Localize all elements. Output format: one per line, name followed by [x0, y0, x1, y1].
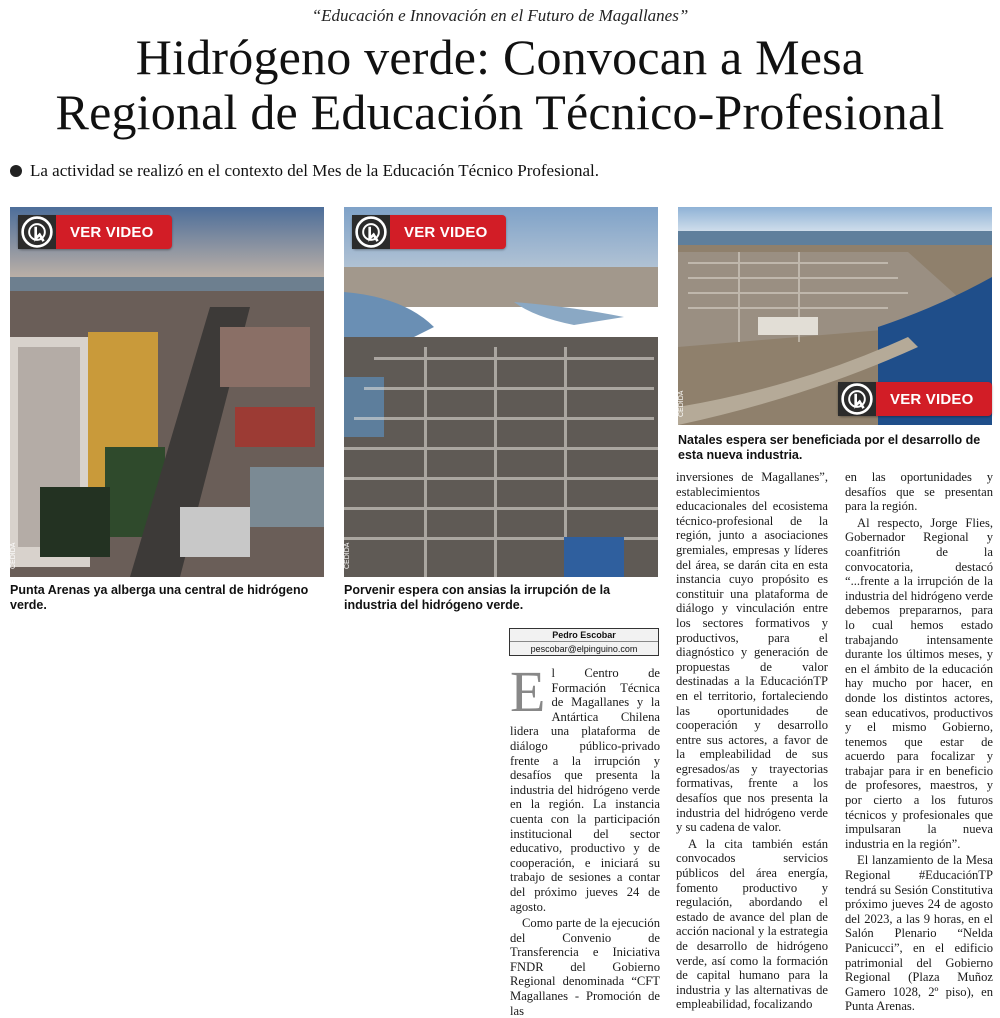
- article-paragraph: [510, 659, 660, 914]
- article-paragraph: en las oportunidades y desafíos que se presentan para la región.: [845, 470, 993, 514]
- article-paragraph: A la cita también están convocados servicios públicos del área energía, fomento productivo y regulación, abordando el estado de avance del plan de acción nacional y la estrategia de desarrollo de hidrógeno verde, así como la formación de capital humano para la industria y las alternativas de empleabilidad, focalizando: [676, 836, 828, 1012]
- touch-icon: [18, 215, 56, 249]
- article-column-1: [510, 659, 660, 1018]
- article-paragraph: Como parte de la ejecución del Convenio de Transferencia e Iniciativa FNDR del Gobierno Regional denominada “CFT Magallanes - Promoción de las: [510, 916, 660, 1018]
- ver-video-label: VER VIDEO: [70, 223, 154, 241]
- ver-video-label: VER VIDEO: [890, 390, 974, 408]
- ver-video-button[interactable]: [352, 215, 506, 249]
- paragraph-text: l Centro de Formación Técnica de Magallanes y la Antártica Chilena lidera una plataforma de diálogo público-privado frente a la irrupción y desafíos que presenta la industria del hidrógeno verde en la región. La instancia cuenta con la participación institucional del sector educativo, productivo y de cooperación, e iniciará su trabajo de sesiones a contar del próximo jueves 24 de agosto.: [510, 666, 660, 914]
- headline-line-1: Hidrógeno verde: Convocan a Mesa: [135, 29, 865, 85]
- article-column-2: [676, 470, 828, 1012]
- photo-punta-arenas: [10, 207, 324, 577]
- kicker: “Educación e Innovación en el Futuro de Magallanes”: [311, 6, 689, 25]
- article-paragraph: Al respecto, Jorge Flies, Gobernador Regional y coanfitrión de la convocatoria, destacó “...frente a la irrupción de la industria del hidrógeno verde debemos prepararnos, para lo cual hemos estado trabajando intensamente durante los últimos meses, y en el ámbito de la educación hay mucho por hacer, en donde los distintos actores, sean educativos, productivos y el mismo Gobierno, tenemos que estar de acuerdo para focalizar y trabajar para ir en beneficio de profesores, maestros, y por cierto a los futuros técnicos y profesionales que impulsaran la nueva industria en la región”.: [845, 515, 993, 851]
- headline: [0, 30, 1000, 140]
- headline-line-2: Regional de Educación Técnico-Profesional: [55, 84, 945, 140]
- touch-icon: [838, 382, 876, 416]
- photo-caption: Porvenir espera con ansias la irrupción de la industria del hidrógeno verde.: [344, 583, 611, 612]
- author-email[interactable]: pescobar@elpinguino.com: [530, 644, 638, 654]
- photo-credit: CEDIDA: [678, 390, 685, 417]
- article-paragraph: El lanzamiento de la Mesa Regional #EducaciónTP tendrá su Sesión Constitutiva próximo jueves 24 de agosto del 2023, a las 9 horas, en el Salón Plenario “Nelda Panicucci”, en el edificio patrimonial del Gobierno Regional (Plaza Muñoz Gamero 1028, 2º piso), en Punta Arenas.: [845, 853, 993, 1014]
- touch-icon: [352, 215, 390, 249]
- dropcap: E: [510, 659, 546, 724]
- lead-text: La actividad se realizó en el contexto del Mes de la Educación Técnico Profesional.: [30, 161, 599, 180]
- photo-credit: CEDIDA: [344, 542, 351, 569]
- ver-video-button[interactable]: [838, 382, 992, 416]
- article-paragraph: inversiones de Magallanes”, establecimientos educacionales del ecosistema técnico-profesional de la región, junto a asociaciones gremiales, empresas y líderes del área, se darán cita en esta instancia cuyo propósito es constituir una plataforma de diálogo y vinculación entre los sectores formativos y productivos, para el diagnóstico y generación de propuestas de valor destinadas a la EducaciónTP en el territorio, fortaleciendo las oportunidades de cooperación y desarrollo entre sus actores, a favor de la empleabilidad de sus egresados/as y trayectorias formativas, frente a los desafíos que nos presenta la industria del hidrógeno verde y su cadena de valor.: [676, 470, 828, 835]
- photo-caption: Natales espera ser beneficiada por el desarrollo de esta nueva industria.: [678, 433, 981, 462]
- ver-video-label: VER VIDEO: [404, 223, 488, 241]
- author-name: Pedro Escobar: [510, 629, 658, 642]
- lead: [10, 161, 599, 181]
- photo-caption: Punta Arenas ya alberga una central de hidrógeno verde.: [10, 583, 309, 612]
- photo-natales: [678, 207, 992, 425]
- photo-credit: CEDIDA: [10, 542, 17, 569]
- ver-video-button[interactable]: [18, 215, 172, 249]
- article-column-3: [845, 470, 993, 1014]
- byline: [509, 628, 659, 656]
- photo-porvenir: [344, 207, 658, 577]
- bullet-icon: [10, 165, 22, 177]
